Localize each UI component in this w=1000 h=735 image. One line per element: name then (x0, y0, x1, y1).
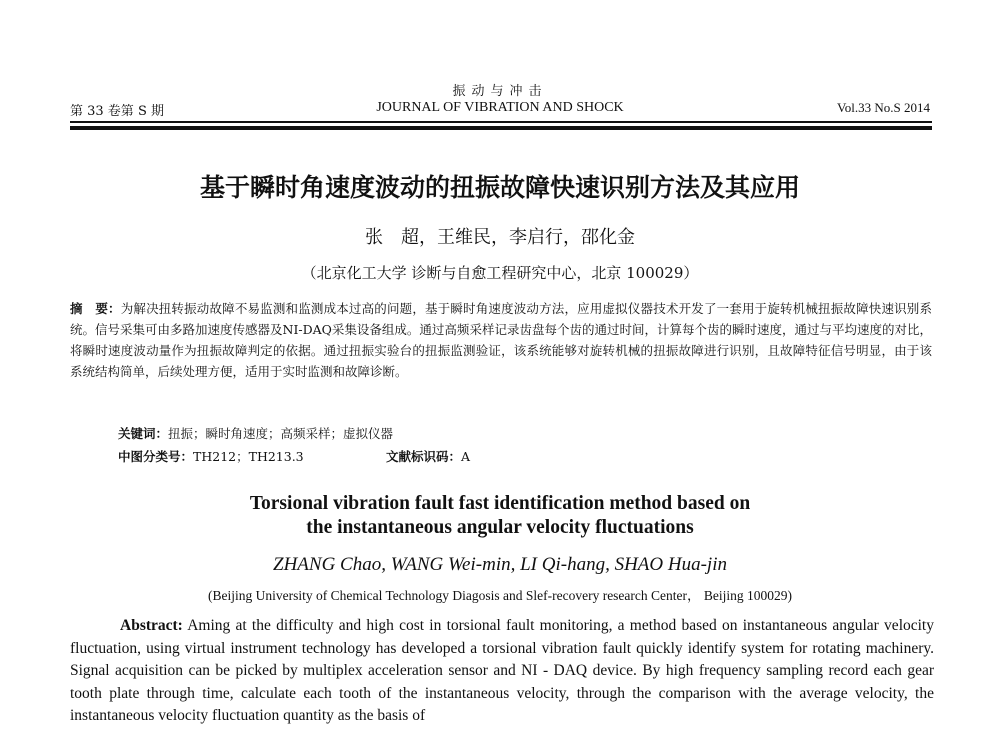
authors-en: ZHANG Chao, WANG Wei-min, LI Qi-hang, SHAO Hua-jin (273, 554, 727, 575)
abstract-cn (70, 298, 932, 382)
abstract-en (70, 615, 934, 728)
doc-code-cn-text: A (461, 449, 471, 464)
journal-name-cn: 振动与冲击 (452, 84, 548, 99)
header-rule-thick (70, 126, 932, 130)
doc-code-cn-label: 文献标识码： (386, 449, 462, 464)
keywords-cn-label: 关键词： (118, 426, 169, 441)
keywords-cn-text: 扭振；瞬时角速度；高频采样；虚拟仪器 (168, 426, 394, 441)
authors-cn: 张 超，王维民，李启行，邵化金 (365, 227, 635, 248)
header-rule-thin (70, 121, 932, 123)
abstract-en-text: Aming at the difficulty and high cost in torsional fault monitoring, a method based on instantaneous angular velocity fluctuation, using virtual instrument technology has developed a torsional vibration fault quickly identify system for rotating machinery. Signal acquisition can be picked by multiplex acceleration sensor and NI - DAQ device. By high frequency sampling record each gear tooth plate through time, calculate each tooth of the instantaneous velocity, through the comparison with the average velocity, the instantaneous velocity fluctuation quantity as the basis of (70, 617, 934, 724)
abstract-en-label: Abstract: (120, 617, 183, 634)
keywords-cn (118, 424, 393, 442)
classification-cn-label: 中图分类号： (118, 449, 194, 464)
abstract-cn-label: 摘 要： (70, 301, 121, 316)
journal-volume: Vol.33 No.S 2014 (837, 100, 930, 115)
classification-cn (118, 447, 304, 465)
affiliation-en: (Beijing University of Chemical Technology Diagosis and Slef-recovery research Center， Beijing 100029) (207, 588, 793, 603)
paper-title-en (0, 492, 1000, 540)
paper-title-en-line1: Torsional vibration fault fast identification method based on (249, 493, 751, 514)
journal-issue-cn: 第 33 卷第 S 期 (70, 104, 164, 119)
paper-title-en-line2: the instantaneous angular velocity fluctuations (306, 517, 694, 538)
affiliation-cn: （北京化工大学 诊断与自愈工程研究中心，北京 100029） (301, 264, 699, 282)
classification-cn-text: TH212；TH213.3 (193, 449, 304, 464)
doc-code-cn (386, 447, 470, 465)
abstract-cn-text: 为解决扭转振动故障不易监测和监测成本过高的问题，基于瞬时角速度波动方法，应用虚拟仪器技术开发了一套用于旋转机械扭振故障快速识别系统。信号采集可由多路加速度传感器及NI-DAQ采集设备组成。通过高频采样记录齿盘每个齿的通过时间，计算每个齿的瞬时速度，通过与平均速度的对比，将瞬时速度波动量作为扭振故障判定的依据。通过扭振实验台的扭振监测验证，该系统能够对旋转机械的扭振故障进行识别，且故障特征信号明显，由于该系统结构简单，后续处理方便，适用于实时监测和故障诊断。 (70, 301, 932, 379)
journal-name-en: JOURNAL OF VIBRATION AND SHOCK (376, 100, 624, 115)
paper-title-cn: 基于瞬时角速度波动的扭振故障快速识别方法及其应用 (199, 173, 800, 202)
